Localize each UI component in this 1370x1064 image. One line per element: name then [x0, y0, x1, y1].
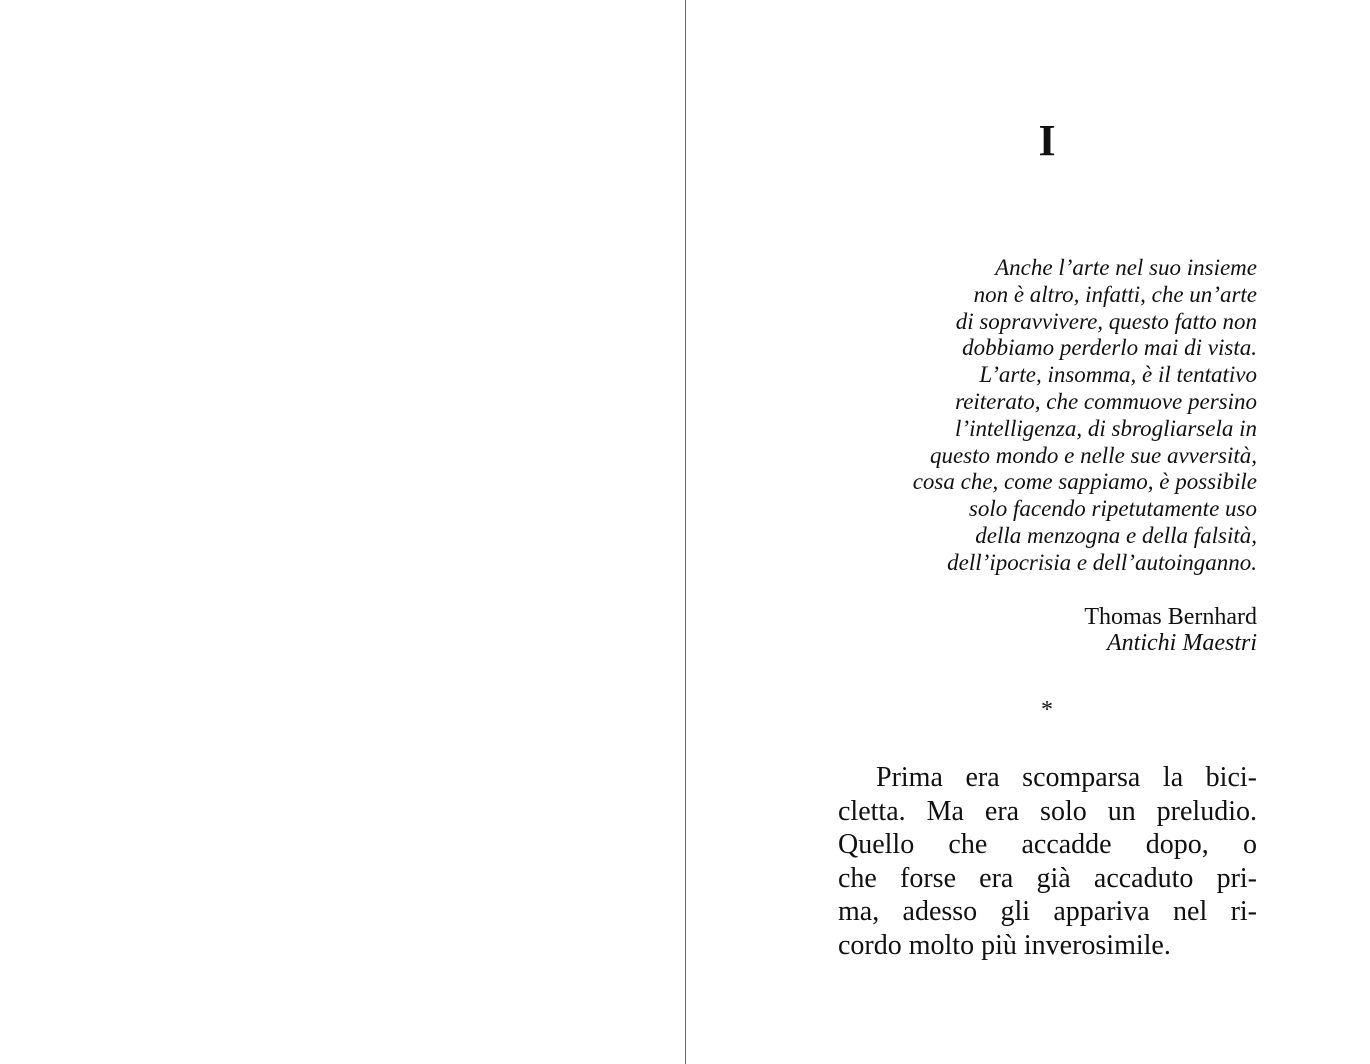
body-line: cletta. Ma era solo un preludio.: [838, 795, 1257, 827]
epigraph-line: dell’ipocrisia e dell’autoinganno.: [947, 549, 1257, 575]
body-line: Prima era scomparsa la bici-: [876, 762, 1257, 793]
epigraph-line: solo facendo ripetutamente uso: [968, 496, 1257, 522]
epigraph-line: Anche l’arte nel suo insieme: [995, 255, 1257, 280]
epigraph-line: non è altro, infatti, che un’arte: [973, 281, 1257, 307]
body-line: Quello che accadde dopo, o: [838, 829, 1257, 861]
epigraph-author: Thomas Bernhard: [1084, 604, 1257, 630]
epigraph-quote: [838, 255, 1257, 577]
section-separator-asterisk: *: [1041, 697, 1053, 723]
epigraph-work-title: Antichi Maestri: [1107, 630, 1257, 656]
body-line: cordo molto più inverosimile.: [838, 929, 1171, 961]
epigraph-line: reiterato, che commuove persino: [955, 388, 1257, 414]
epigraph-line: L’arte, insomma, è il tentativo: [979, 362, 1257, 388]
body-paragraph: [838, 761, 1257, 963]
epigraph-attribution: [838, 604, 1257, 656]
epigraph-line: di sopravvivere, questo fatto non: [955, 308, 1257, 334]
chapter-number: I: [1038, 116, 1056, 165]
body-line: che forse era già accaduto pri-: [838, 862, 1257, 894]
epigraph-line: l’intelligenza, di sbrogliarsela in: [955, 415, 1257, 441]
epigraph-line: della menzogna e della falsità,: [975, 522, 1257, 548]
body-line: ma, adesso gli appariva nel ri-: [838, 896, 1257, 928]
epigraph-line: cosa che, come sappiamo, è possibile: [912, 469, 1257, 495]
epigraph-line: questo mondo e nelle sue avversità,: [929, 442, 1257, 468]
epigraph-line: dobbiamo perderlo mai di vista.: [962, 335, 1257, 361]
